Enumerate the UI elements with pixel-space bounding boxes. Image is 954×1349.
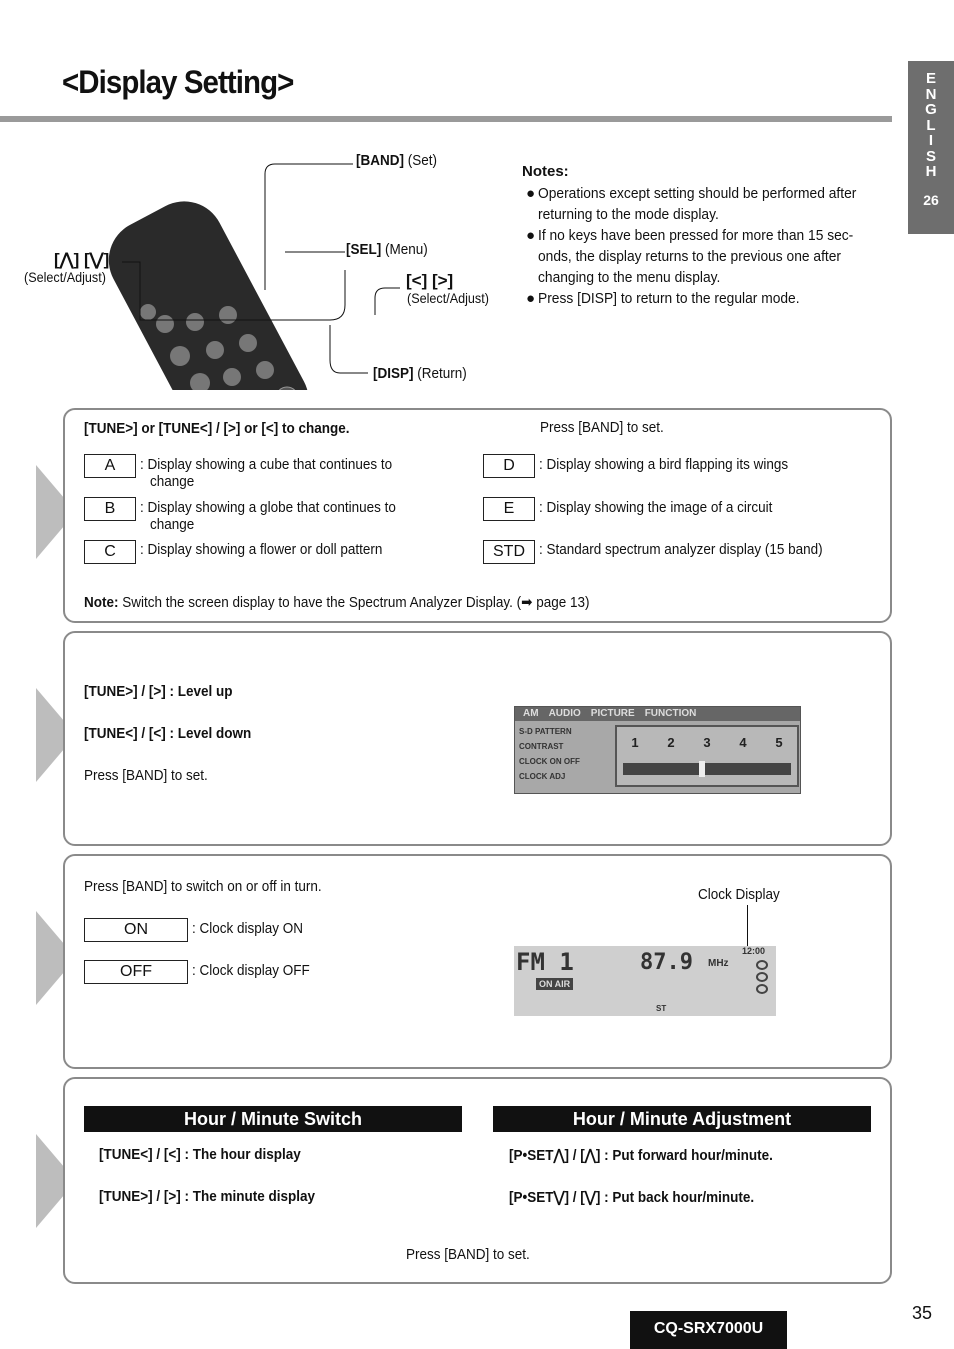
option-desc: : Display showing a cube that continues to [140, 456, 393, 473]
scale-tick: 2 [667, 735, 675, 750]
pattern-press: Press [BAND] to set. [540, 419, 664, 436]
callout-updown-desc: (Select/Adjust) [24, 269, 106, 285]
clock-on-code: ON [84, 918, 188, 942]
language-letters [908, 61, 954, 180]
time-press: Press [BAND] to set. [406, 1246, 530, 1263]
callout-updown-key: [⋀] [⋁] [54, 250, 110, 269]
option-desc: : Display showing a flower or doll pattern [140, 541, 383, 558]
lcd-unit: MHz [708, 958, 729, 969]
lcd-onair: ON AIR [536, 978, 573, 990]
minute-display-item: [TUNE>] / [>] : The minute display [99, 1188, 316, 1205]
pattern-instruction: [TUNE>] or [TUNE<] / [>] or [<] to change. [84, 420, 350, 437]
lcd-band: FM 1 [516, 948, 574, 976]
contrast-marker [699, 761, 705, 777]
tab-letter: G [925, 101, 937, 118]
option-desc: : Display showing the image of a circuit [539, 499, 773, 516]
model-badge: CQ-SRX7000U [630, 1311, 787, 1349]
page-number: 35 [912, 1303, 933, 1323]
note-item: ● Press [DISP] to return to the regular mode. [526, 290, 800, 307]
lcd-tab: FUNCTION [644, 708, 697, 719]
lcd-clock: 12:00 [742, 946, 766, 956]
tab-letter: I [928, 132, 934, 149]
lcd-item: S-D PATTERN [519, 727, 572, 736]
clock-on-desc: : Clock display ON [192, 920, 304, 937]
hour-display-item: [TUNE<] / [<] : The hour display [99, 1146, 301, 1163]
clock-off-desc: : Clock display OFF [192, 962, 310, 979]
level-down: [TUNE<] / [<] : Level down [84, 725, 252, 742]
contrast-press: Press [BAND] to set. [84, 767, 208, 784]
callout-sel: [SEL] (Menu) [346, 241, 428, 258]
callout-disp: [DISP] (Return) [373, 365, 467, 382]
note-item: ● If no keys have been pressed for more than 15 sec-onds, the display returns to the previous one after changing to the menu display. [526, 227, 854, 286]
back-item: [P•SET⋁] / [⋁] : Put back hour/minute. [509, 1189, 755, 1206]
clock-callout-line [747, 905, 748, 947]
callout-leftright-key: [<] [>] [406, 271, 454, 290]
level-up: [TUNE>] / [>] : Level up [84, 683, 233, 700]
section-number: 26 [923, 191, 939, 208]
title-rule [0, 116, 892, 122]
note-item: ● Operations except setting should be performed after returning to the mode display. [526, 185, 857, 223]
contrast-lcd [514, 706, 801, 794]
hour-minute-switch-header: Hour / Minute Switch [84, 1106, 462, 1132]
pattern-note: Note: Switch the screen display to have the Spectrum Analyzer Display. (➡ page 13) [84, 594, 590, 611]
clock-off-code: OFF [84, 960, 188, 984]
lcd-item: CLOCK ON OFF [519, 757, 580, 766]
option-desc: : Standard spectrum analyzer display (15 band) [539, 541, 823, 558]
notes-heading: Notes: [522, 163, 569, 180]
scale-tick: 3 [703, 735, 711, 750]
option-code: B [84, 497, 136, 521]
lcd-tab: PICTURE [590, 708, 635, 719]
forward-item: [P•SET⋀] / [⋀] : Put forward hour/minute. [509, 1147, 773, 1164]
page-title: <Display Setting> [62, 64, 294, 100]
hour-minute-adjust-header: Hour / Minute Adjustment [493, 1106, 871, 1132]
language-tab [908, 61, 954, 234]
lcd-tab: AM [523, 708, 539, 719]
option-desc-cont: change [150, 516, 195, 533]
scale-tick: 1 [631, 735, 639, 750]
remote-body [95, 187, 323, 390]
clock-display-label: Clock Display [698, 886, 780, 903]
tab-letter: E [925, 70, 936, 87]
lcd-frequency: 87.9 [640, 950, 693, 975]
option-desc: : Display showing a bird flapping its wings [539, 456, 789, 473]
callout-band: [BAND] (Set) [356, 152, 438, 169]
option-desc-cont: change [150, 473, 195, 490]
scale-tick: 5 [775, 735, 783, 750]
tab-letter: S [925, 147, 936, 165]
lcd-indicators [756, 960, 770, 996]
tab-letter: L [926, 116, 936, 134]
lcd-item: CONTRAST [519, 742, 564, 751]
option-code: A [84, 454, 136, 478]
clock-press: Press [BAND] to switch on or off in turn. [84, 878, 322, 895]
lcd-stereo: ST [656, 1004, 667, 1013]
lcd-tab: AUDIO [548, 708, 581, 719]
callout-leftright-desc: (Select/Adjust) [407, 290, 489, 306]
contrast-bar [623, 763, 791, 775]
scale-tick: 4 [739, 735, 747, 750]
option-code: STD [483, 540, 535, 564]
clock-lcd [514, 946, 776, 1016]
lcd-item: CLOCK ADJ [519, 772, 566, 781]
option-code: C [84, 540, 136, 564]
option-code: D [483, 454, 535, 478]
tab-letter: H [925, 163, 937, 180]
tab-letter: N [925, 85, 937, 103]
option-code: E [483, 497, 535, 521]
option-desc: : Display showing a globe that continues to [140, 499, 396, 516]
